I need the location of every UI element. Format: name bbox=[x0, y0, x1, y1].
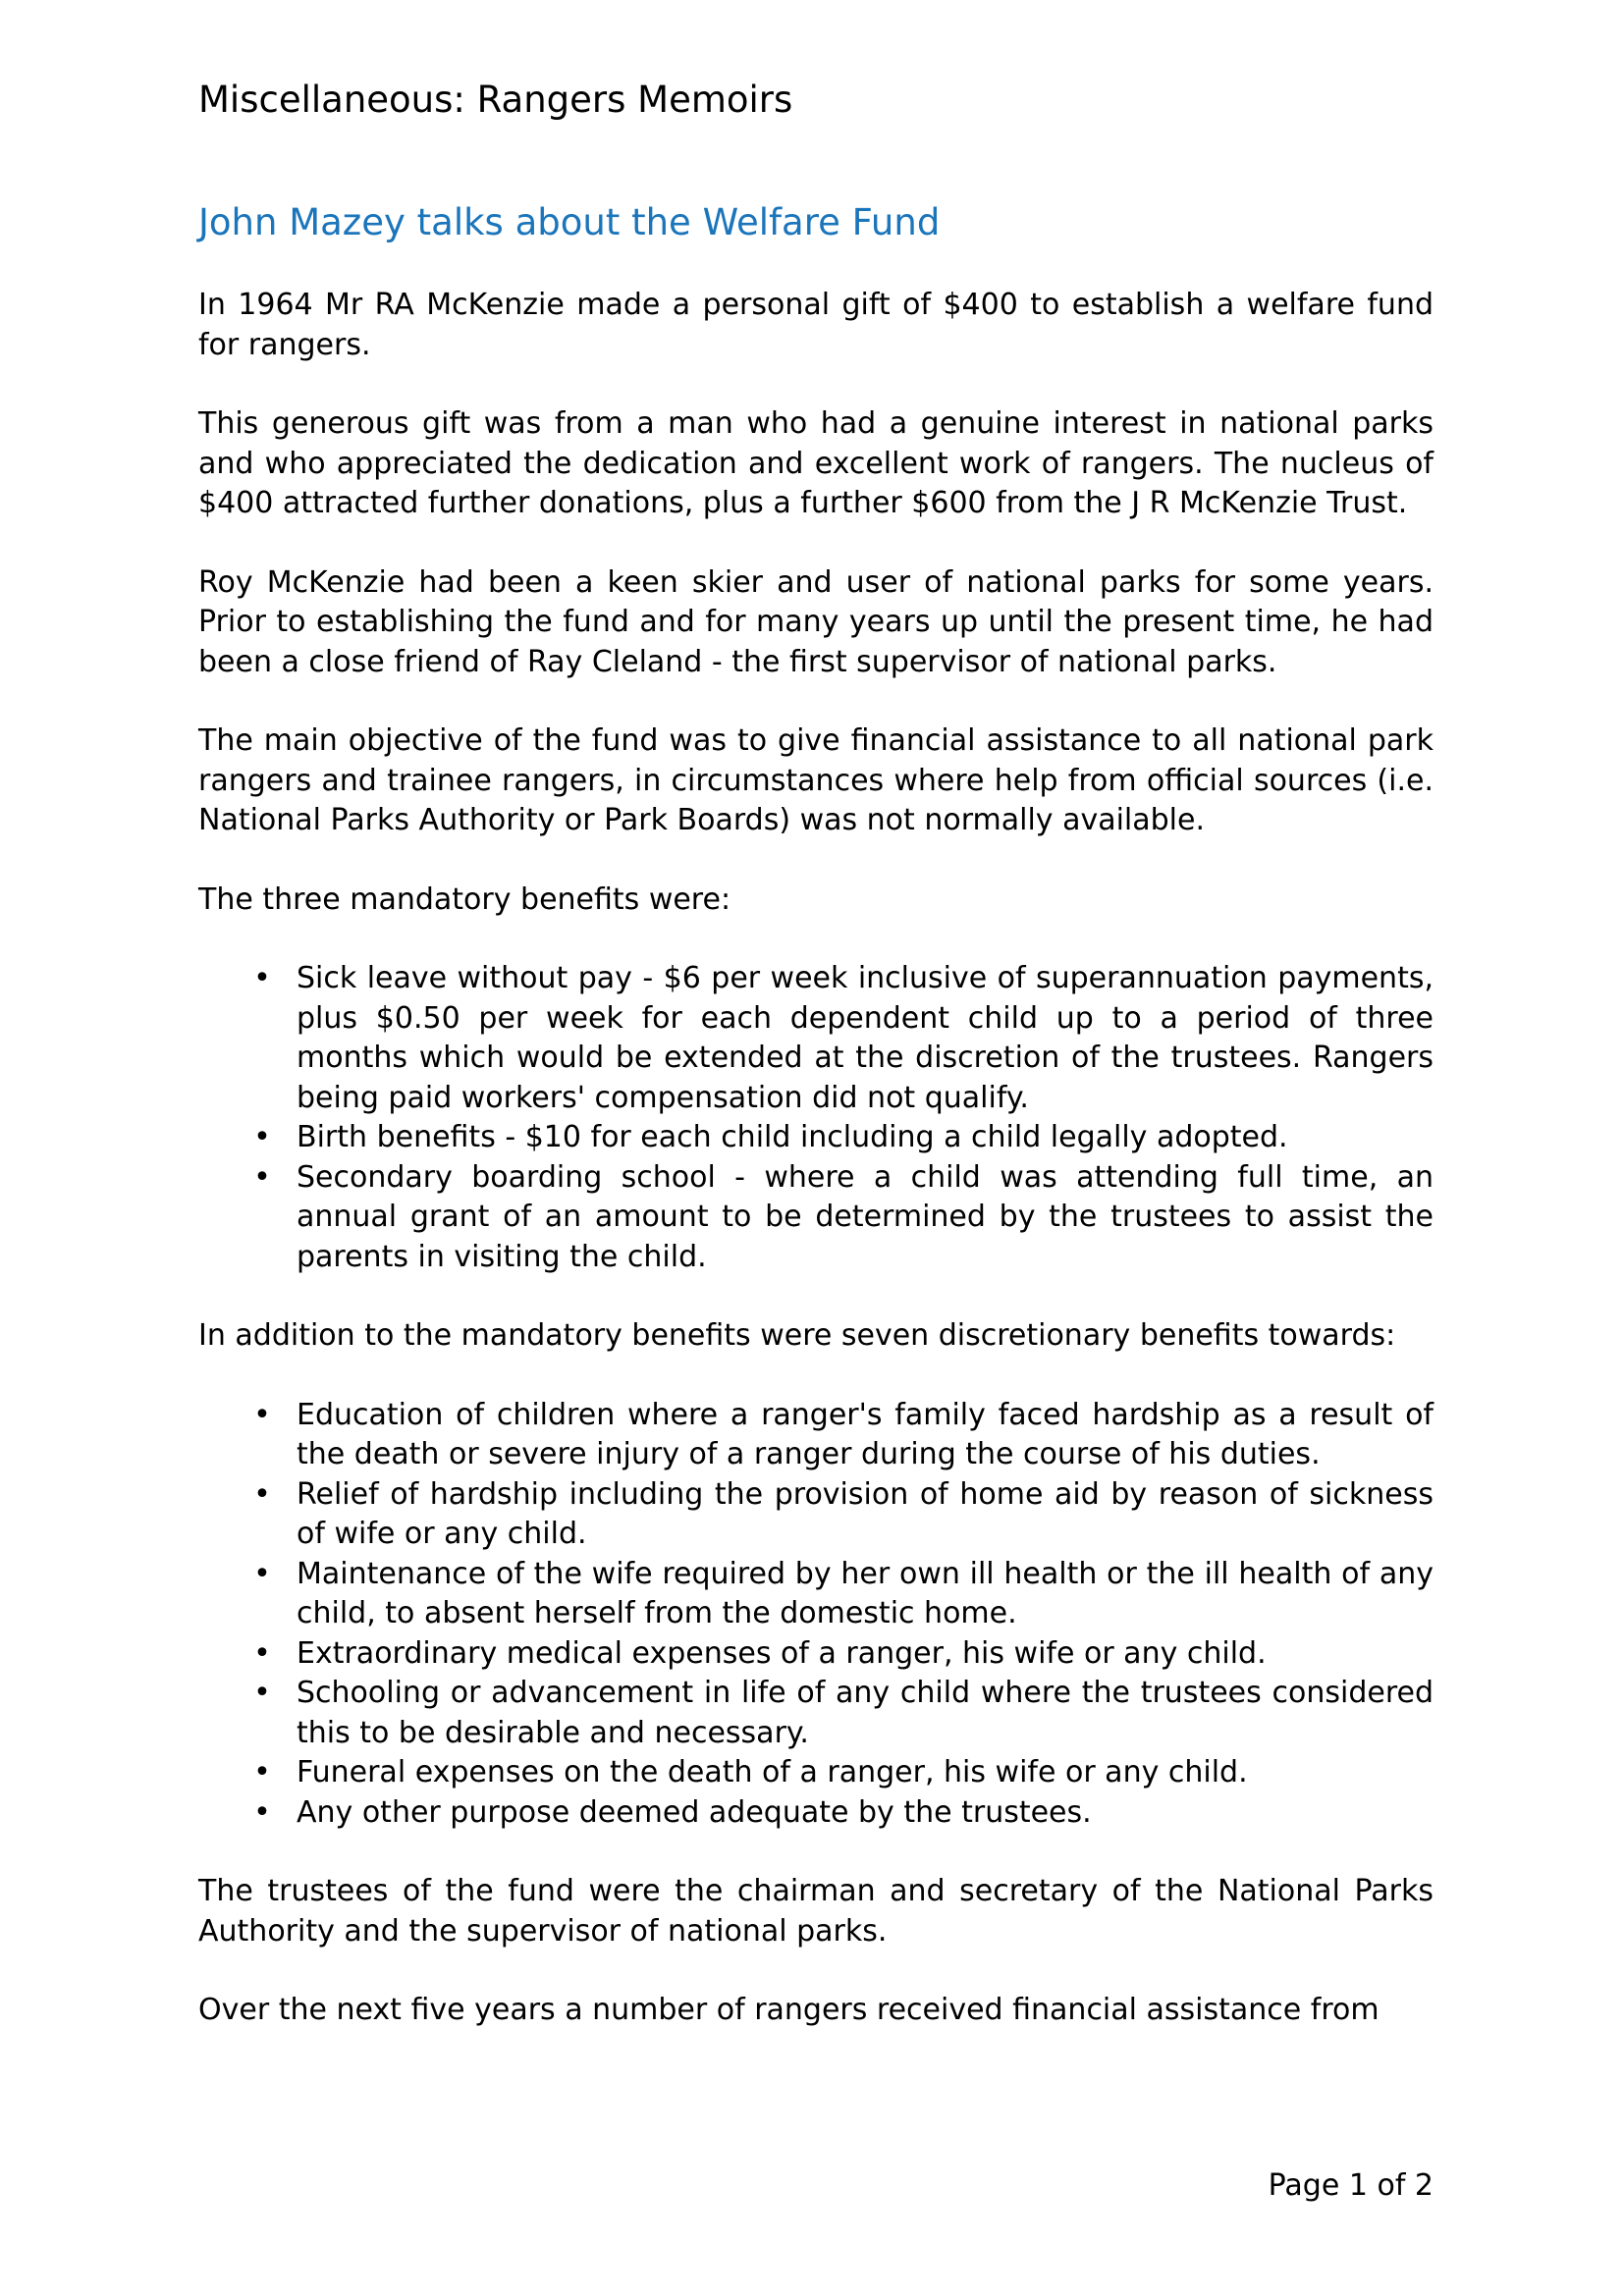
list-item-text: Relief of hardship including the provision of home aid by reason of sickness of wife or any child. bbox=[297, 1476, 1434, 1551]
bullet-icon: • bbox=[253, 1556, 271, 1591]
list-item bbox=[198, 1118, 1434, 1158]
list-item-text: Sick leave without pay - $6 per week inclusive of superannuation payments, plus $0.50 per week for each dependent child up to a period of three months which would be extended at the discretion of the trustees. Rangers being paid workers' compensation did not qualify. bbox=[297, 961, 1434, 1115]
paragraph-mandatory-intro: The three mandatory benefits were: bbox=[198, 881, 731, 917]
list-item bbox=[198, 1475, 1434, 1555]
list-item bbox=[198, 959, 1434, 1118]
list-item-text: Maintenance of the wife required by her own ill health or the ill health of any child, to absent herself from the domestic home. bbox=[297, 1556, 1434, 1630]
discretionary-benefits-list bbox=[198, 1396, 1434, 1834]
list-item-text: Any other purpose deemed adequate by the trustees. bbox=[297, 1794, 1092, 1830]
list-item-text: Extraordinary medical expenses of a ranger, his wife or any child. bbox=[297, 1635, 1267, 1671]
bullet-icon: • bbox=[253, 1635, 271, 1671]
bullet-icon: • bbox=[253, 1755, 271, 1789]
bullet-icon: • bbox=[253, 1397, 271, 1432]
article-body bbox=[198, 199, 1434, 2070]
list-item bbox=[198, 1158, 1434, 1278]
paragraph-next-five-years: Over the next five years a number of rangers received financial assistance from bbox=[198, 1993, 1380, 2027]
paragraph-trustees: The trustees of the fund were the chairman and secretary of the National Parks Authority and the supervisor of national parks. bbox=[198, 1874, 1434, 1949]
list-item-text: Funeral expenses on the death of a ranger, his wife or any child. bbox=[297, 1755, 1248, 1789]
bullet-icon: • bbox=[253, 1794, 271, 1830]
bullet-icon: • bbox=[253, 1120, 271, 1154]
list-item bbox=[198, 1753, 1434, 1793]
list-item bbox=[198, 1634, 1434, 1675]
paragraph-roy-mckenzie: Roy McKenzie had been a keen skier and user of national parks for some years. Prior to establishing the fund and for many years up until the present time, he had been a close friend of Ray Cleland - the first supervisor of national parks. bbox=[198, 564, 1434, 679]
section-title: Miscellaneous: Rangers Memoirs bbox=[198, 79, 793, 121]
list-item bbox=[198, 1674, 1434, 1753]
list-item-text: Secondary boarding school - where a child was attending full time, an annual grant of an amount to be determined by the trustees to assist the parents in visiting the child. bbox=[297, 1159, 1434, 1274]
paragraph-generous-gift: This generous gift was from a man who had a genuine interest in national parks and who appreciated the dedication and excellent work of rangers. The nucleus of $400 attracted further donations, plus a further $600 from the J R McKenzie Trust. bbox=[198, 406, 1434, 520]
list-item-text: Schooling or advancement in life of any child where the trustees considered this to be desirable and necessary. bbox=[297, 1676, 1434, 1750]
list-item-text: Education of children where a ranger's family faced hardship as a result of the death or severe injury of a ranger during the course of his duties. bbox=[297, 1397, 1434, 1471]
bullet-icon: • bbox=[253, 1676, 271, 1710]
mandatory-benefits-list bbox=[198, 959, 1434, 1277]
page-number: Page 1 of 2 bbox=[1268, 2168, 1434, 2203]
list-item bbox=[198, 1793, 1434, 1834]
paragraph-discretionary-intro: In addition to the mandatory benefits were seven discretionary benefits towards: bbox=[198, 1318, 1396, 1353]
bullet-icon: • bbox=[253, 961, 271, 995]
paragraph-main-objective: The main objective of the fund was to give financial assistance to all national park rangers and trainee rangers, in circumstances where help from official sources (i.e. National Parks Authority or Park Boards) was not normally available. bbox=[198, 723, 1434, 837]
article-subtitle: John Mazey talks about the Welfare Fund bbox=[198, 201, 941, 243]
list-item bbox=[198, 1555, 1434, 1634]
list-item bbox=[198, 1396, 1434, 1475]
bullet-icon: • bbox=[253, 1476, 271, 1512]
paragraph-gift: In 1964 Mr RA McKenzie made a personal gift of $400 to establish a welfare fund for rangers. bbox=[198, 288, 1434, 362]
bullet-icon: • bbox=[253, 1159, 271, 1195]
list-item-text: Birth benefits - $10 for each child including a child legally adopted. bbox=[297, 1120, 1288, 1154]
